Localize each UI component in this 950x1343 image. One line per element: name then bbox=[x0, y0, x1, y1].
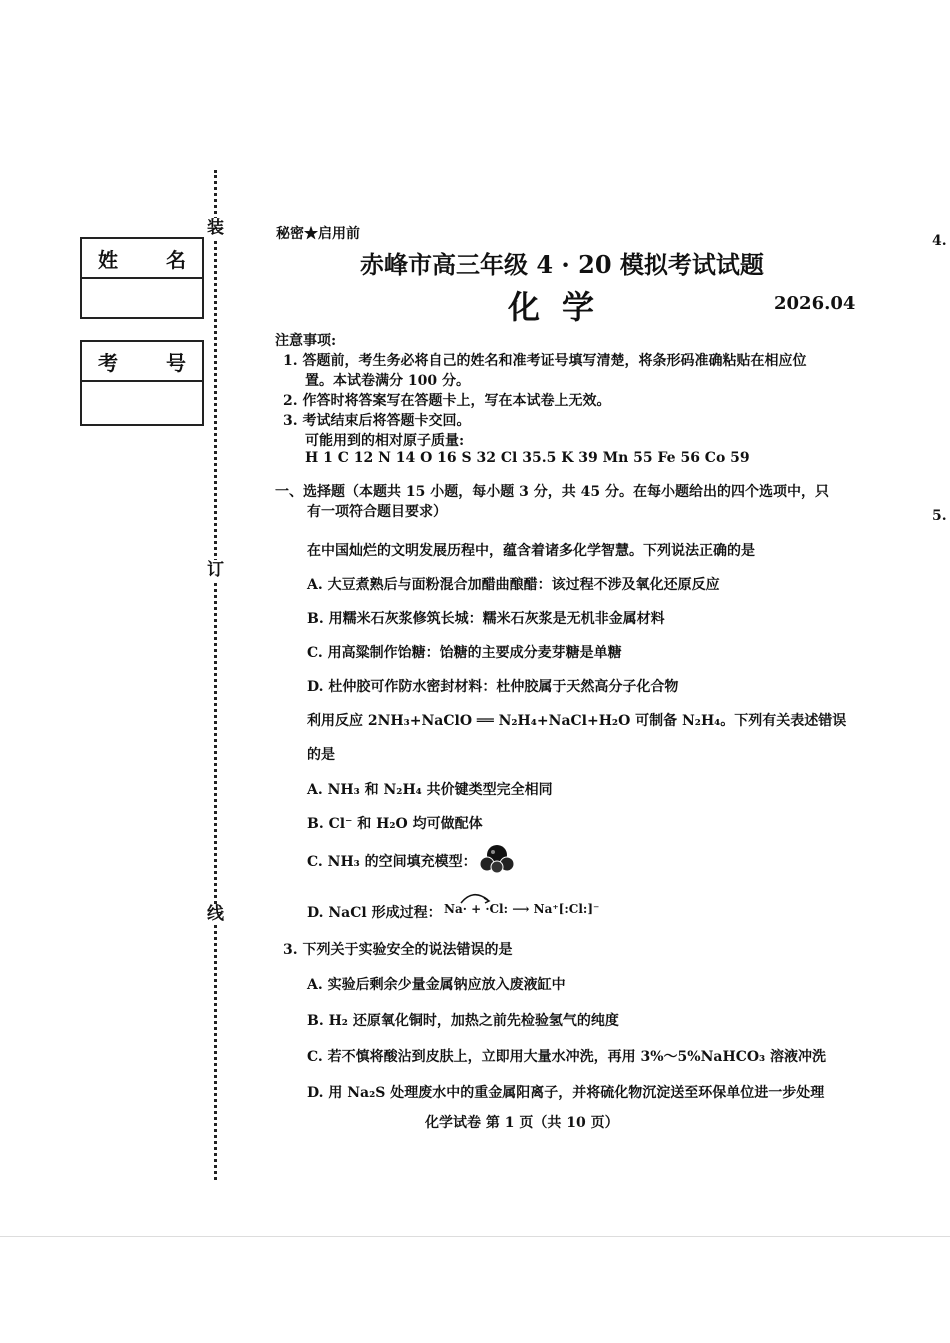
electron-transfer-arrow-icon bbox=[458, 890, 492, 904]
q2-stem-b: 的是 bbox=[307, 747, 335, 763]
note-1a: 1. 答题前，考生务必将自己的姓名和准考证号填写清楚，将条形码准确粘贴在相应位 bbox=[283, 353, 807, 369]
id-box bbox=[80, 340, 204, 426]
q3-option-d: D. 用 Na₂S 处理废水中的重金属阳离子，并将硫化物沉淀送至环保单位进一步处理 bbox=[307, 1085, 825, 1101]
q1-option-a: A. 大豆煮熟后与面粉混合加醋曲酿醋：该过程不涉及氧化还原反应 bbox=[307, 577, 720, 593]
nh3-space-filling-model-icon bbox=[478, 842, 516, 874]
q1-option-b: B. 用糯米石灰浆修筑长城：糯米石灰浆是无机非金属材料 bbox=[307, 611, 665, 627]
binding-label-top: 装 bbox=[207, 218, 224, 238]
note-2: 2. 作答时将答案写在答题卡上，写在本试卷上无效。 bbox=[283, 393, 611, 409]
id-box-label: 考 号 bbox=[82, 342, 202, 382]
q1-option-c: C. 用高粱制作饴糖：饴糖的主要成分麦芽糖是单糖 bbox=[307, 645, 622, 661]
atomic-mass-label: 可能用到的相对原子质量: bbox=[305, 433, 465, 449]
binding-label-mid: 订 bbox=[207, 560, 224, 580]
q1-option-d: D. 杜仲胶可作防水密封材料：杜仲胶属于天然高分子化合物 bbox=[307, 679, 679, 695]
section1-line2: 有一项符合题目要求） bbox=[307, 504, 447, 520]
confidential-mark: 秘密★启用前 bbox=[276, 226, 360, 242]
q2-option-a: A. NH₃ 和 N₂H₄ 共价键类型完全相同 bbox=[307, 782, 553, 798]
note-1b: 置。本试卷满分 100 分。 bbox=[305, 373, 470, 389]
q2-option-c: C. NH₃ 的空间填充模型： bbox=[307, 854, 477, 870]
q2-option-b: B. Cl⁻ 和 H₂O 均可做配体 bbox=[307, 816, 483, 832]
q2-option-d: D. NaCl 形成过程： bbox=[307, 905, 442, 921]
q2-stem-a: 利用反应 2NH₃+NaClO ══ N₂H₄+NaCl+H₂O 可制备 N₂H₄。下列有关表述错误 bbox=[307, 713, 847, 729]
note-3: 3. 考试结束后将答题卡交回。 bbox=[283, 413, 471, 429]
notes-heading: 注意事项: bbox=[275, 333, 337, 349]
edge-mark-5: 5. bbox=[932, 508, 947, 524]
id-field[interactable] bbox=[82, 382, 202, 424]
q3-option-c: C. 若不慎将酸沾到皮肤上，立即用大量水冲洗，再用 3%～5%NaHCO₃ 溶液冲洗 bbox=[307, 1049, 827, 1065]
name-box bbox=[80, 237, 204, 319]
name-box-label: 姓 名 bbox=[82, 239, 202, 279]
atomic-mass-values: H 1 C 12 N 14 O 16 S 32 Cl 35.5 K 39 Mn 55 Fe 56 Co 59 bbox=[305, 450, 750, 466]
nacl-formation-formula: Na· + ·Cl: ⟶ Na⁺[:Cl:]⁻ bbox=[444, 902, 600, 916]
binding-label-bottom: 线 bbox=[207, 904, 224, 924]
exam-date: 2026.04 bbox=[774, 293, 856, 314]
binding-dotted-line bbox=[214, 170, 217, 1180]
name-field[interactable] bbox=[82, 279, 202, 317]
q3-option-a: A. 实验后剩余少量金属钠应放入废液缸中 bbox=[307, 977, 566, 993]
bottom-scan-edge bbox=[0, 1236, 950, 1237]
page-footer: 化学试卷 第 1 页（共 10 页） bbox=[425, 1115, 619, 1131]
q3-stem: 3. 下列关于实验安全的说法错误的是 bbox=[283, 942, 513, 958]
edge-mark-4: 4. bbox=[932, 233, 947, 249]
subject-title: 化学 bbox=[508, 288, 617, 326]
section1-line1: 一、选择题（本题共 15 小题，每小题 3 分，共 45 分。在每小题给出的四个选项中，只 bbox=[275, 484, 829, 500]
exam-title: 赤峰市高三年级 4 · 20 模拟考试试题 bbox=[360, 250, 764, 279]
q1-stem: 在中国灿烂的文明发展历程中，蕴含着诸多化学智慧。下列说法正确的是 bbox=[307, 543, 755, 559]
q3-option-b: B. H₂ 还原氧化铜时，加热之前先检验氢气的纯度 bbox=[307, 1013, 619, 1029]
